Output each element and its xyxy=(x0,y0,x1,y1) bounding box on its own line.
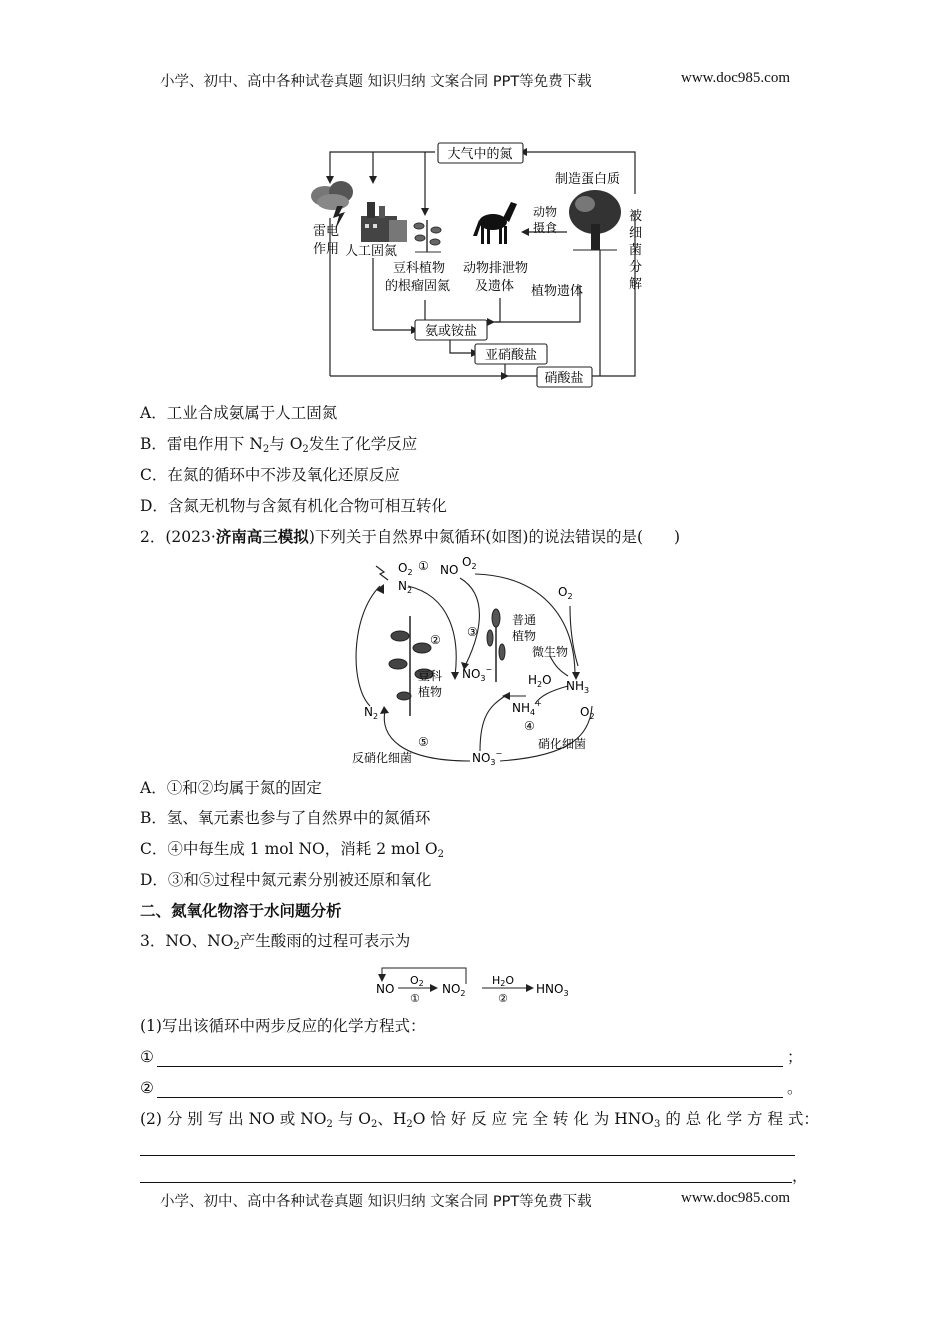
q2-option-c[interactable] xyxy=(140,839,444,865)
label-legume-2: 的根瘤固氮 xyxy=(385,279,451,294)
fig2-c3: ③ xyxy=(467,625,478,639)
label-bacteria-5: 解 xyxy=(629,277,643,292)
header-url[interactable]: www.doc985.com xyxy=(680,70,790,86)
sub: 2 xyxy=(326,1119,333,1130)
q3-part1: (1)写出该循环中两步反应的化学方程式： xyxy=(140,1017,426,1035)
q3-stem xyxy=(140,931,410,957)
q1-option-d[interactable]: D．含氮无机物与含氮有机化合物可相互转化 xyxy=(140,497,447,515)
footer-url[interactable]: www.doc985.com xyxy=(680,1190,790,1206)
q3-blank1-label: ① xyxy=(140,1048,154,1066)
label-bacteria-1: 被 xyxy=(629,209,643,224)
q3-p2-post: 的 总 化 学 方 程 式： xyxy=(665,1110,819,1128)
q2-num: 2．(2023· xyxy=(140,528,216,546)
q1-option-a[interactable]: A．工业合成氨属于人工固氮 xyxy=(140,404,338,422)
eq-no2: $NO_2$ xyxy=(442,982,466,998)
legume-plant-icon xyxy=(389,616,433,716)
q3-semicolon: ； xyxy=(787,1048,803,1066)
fig2-no: NO xyxy=(440,563,459,577)
q1-option-b-post: 发生了化学反应 xyxy=(308,435,418,453)
label-atmosphere: 大气中的氮 xyxy=(447,147,513,162)
q3-p2-mid3: O 恰 好 反 应 完 全 转 化 为 HNO xyxy=(412,1110,654,1128)
header-text: 小学、初中、高中各种试卷真题 知识归纳 文案合同 PPT等免费下载 xyxy=(160,74,592,90)
fig2-c2: ② xyxy=(430,633,441,647)
q3-part2 xyxy=(140,1109,819,1135)
q1-option-b[interactable] xyxy=(140,434,417,460)
fig2-no3-bottom: $NO_3^-$ xyxy=(472,749,503,767)
acid-rain-equation xyxy=(372,962,582,1004)
label-bacteria-3: 菌 xyxy=(629,243,643,258)
answer-blank-2[interactable] xyxy=(157,1097,783,1098)
page-header xyxy=(160,70,790,91)
fig2-n2-left: $N_2$ xyxy=(364,705,379,721)
fig2-denit: 反硝化细菌 xyxy=(352,751,413,765)
fig2-o2-right: $O_2$ xyxy=(462,556,477,571)
page-footer xyxy=(160,1190,790,1211)
fig2-n2-top: $N_2$ xyxy=(398,579,413,595)
tree-icon xyxy=(569,190,621,250)
q3-post: 产生酸雨的过程可表示为 xyxy=(239,932,411,950)
sub: 2 xyxy=(302,444,309,455)
label-protein: 制造蛋白质 xyxy=(555,172,621,187)
sub: 3 xyxy=(654,1119,661,1130)
q3-p2-mid2: 、H xyxy=(377,1110,407,1128)
fig2-c4: ④ xyxy=(524,719,535,733)
q2-option-a[interactable]: A．①和②均属于氮的固定 xyxy=(140,779,322,797)
q2-source: 济南高三模拟 xyxy=(215,528,309,546)
fig2-plant-1: 普通 xyxy=(512,613,537,627)
fig2-o2-far: $O_2$ xyxy=(558,585,573,601)
label-nitrite: 亚硝酸盐 xyxy=(484,348,538,363)
fig2-microbe: 微生物 xyxy=(532,645,569,659)
fig2-nh3: $NH_3$ xyxy=(566,679,590,695)
answer-blank-1[interactable] xyxy=(157,1066,783,1067)
nitrogen-cycle-figure-2 xyxy=(340,556,610,772)
q2-text: )下列关于自然界中氮循环(如图)的说法错误的是( ) xyxy=(308,528,681,546)
fig2-legume-1: 豆科 xyxy=(418,669,443,683)
fig2-nh4: $NH_4^+$ xyxy=(512,699,542,717)
fig2-no3-mid: $NO_3^-$ xyxy=(462,665,493,683)
answer-blank-3[interactable] xyxy=(140,1155,795,1156)
sub: 2 xyxy=(437,849,444,860)
fig2-o2-top: $O_2$ xyxy=(398,561,413,577)
label-nitrate: 硝酸盐 xyxy=(544,371,584,386)
fig2-h2o: $H_2O$ xyxy=(528,673,552,689)
label-plant-remains: 植物遗体 xyxy=(531,284,584,299)
label-bacteria-4: 分 xyxy=(629,260,643,275)
fig2-nitrify: 硝化细菌 xyxy=(538,737,587,751)
label-animal-feed-2: 摄食 xyxy=(533,221,558,235)
label-lightning-2: 作用 xyxy=(313,242,340,257)
q2-stem xyxy=(140,527,680,547)
eq-h2o: H2O xyxy=(492,974,515,988)
sub: 2 xyxy=(406,1119,413,1130)
horse-icon xyxy=(473,202,517,244)
eq-hno3: $HNO_3$ xyxy=(536,982,569,998)
label-bacteria-2: 细 xyxy=(629,226,643,241)
q2-option-c-pre: C．④中每生成 1 mol NO xyxy=(140,840,325,858)
fig2-o2-right2: $O_2$ xyxy=(580,705,595,721)
label-ammonia: 氨或铵盐 xyxy=(424,324,478,339)
factory-icon xyxy=(361,202,407,242)
q1-option-b-mid: 与 O xyxy=(269,435,303,453)
nitrogen-cycle-figure xyxy=(305,140,645,392)
eq-o2: O2 xyxy=(410,974,424,988)
label-animal-waste-2: 及遗体 xyxy=(475,279,515,294)
q2-option-d[interactable]: D．③和⑤过程中氮元素分别被还原和氧化 xyxy=(140,871,432,889)
q3-pre: 3．NO、NO xyxy=(140,932,234,950)
label-lightning-1: 雷电 xyxy=(313,224,340,239)
fig2-legume-2: 植物 xyxy=(418,685,443,699)
sub: 2 xyxy=(233,941,240,952)
q3-p2-mid: 与 O xyxy=(337,1110,371,1128)
footer-text: 小学、初中、高中各种试卷真题 知识归纳 文案合同 PPT等免费下载 xyxy=(160,1194,592,1210)
sub: 2 xyxy=(262,444,270,455)
q2-option-b[interactable]: B．氢、氧元素也参与了自然界中的氮循环 xyxy=(140,809,431,827)
sub: 2 xyxy=(370,1119,378,1130)
label-animal-waste-1: 动物排泄物 xyxy=(463,261,529,276)
label-animal-feed-1: 动物 xyxy=(533,205,558,219)
q2-option-c-mid: ，消耗 2 mol O xyxy=(324,840,438,858)
eq-c1: ① xyxy=(410,992,420,1004)
answer-blank-4[interactable] xyxy=(140,1182,792,1183)
label-artificial: 人工固氮 xyxy=(345,244,398,259)
q3-blank2-label: ② xyxy=(140,1079,154,1097)
fig2-plant-2: 植物 xyxy=(512,629,537,643)
eq-c2: ② xyxy=(498,992,508,1004)
q3-p2-pre: (2) 分 别 写 出 NO 或 NO xyxy=(140,1110,327,1128)
section-title: 二、氮氧化物溶于水问题分析 xyxy=(140,902,342,920)
fig2-c1: ① xyxy=(418,559,429,573)
eq-no: NO xyxy=(376,982,395,996)
cloud-lightning-icon xyxy=(311,181,353,230)
q3-comma: ， xyxy=(792,1167,808,1185)
fig2-c5: ⑤ xyxy=(418,735,429,749)
legume-plant-icon xyxy=(414,220,441,252)
q1-option-c[interactable]: C．在氮的循环中不涉及氧化还原反应 xyxy=(140,466,400,484)
q3-period: 。 xyxy=(787,1079,803,1097)
q1-option-b-pre: B．雷电作用下 N xyxy=(140,435,263,453)
label-legume-1: 豆科植物 xyxy=(393,261,446,276)
